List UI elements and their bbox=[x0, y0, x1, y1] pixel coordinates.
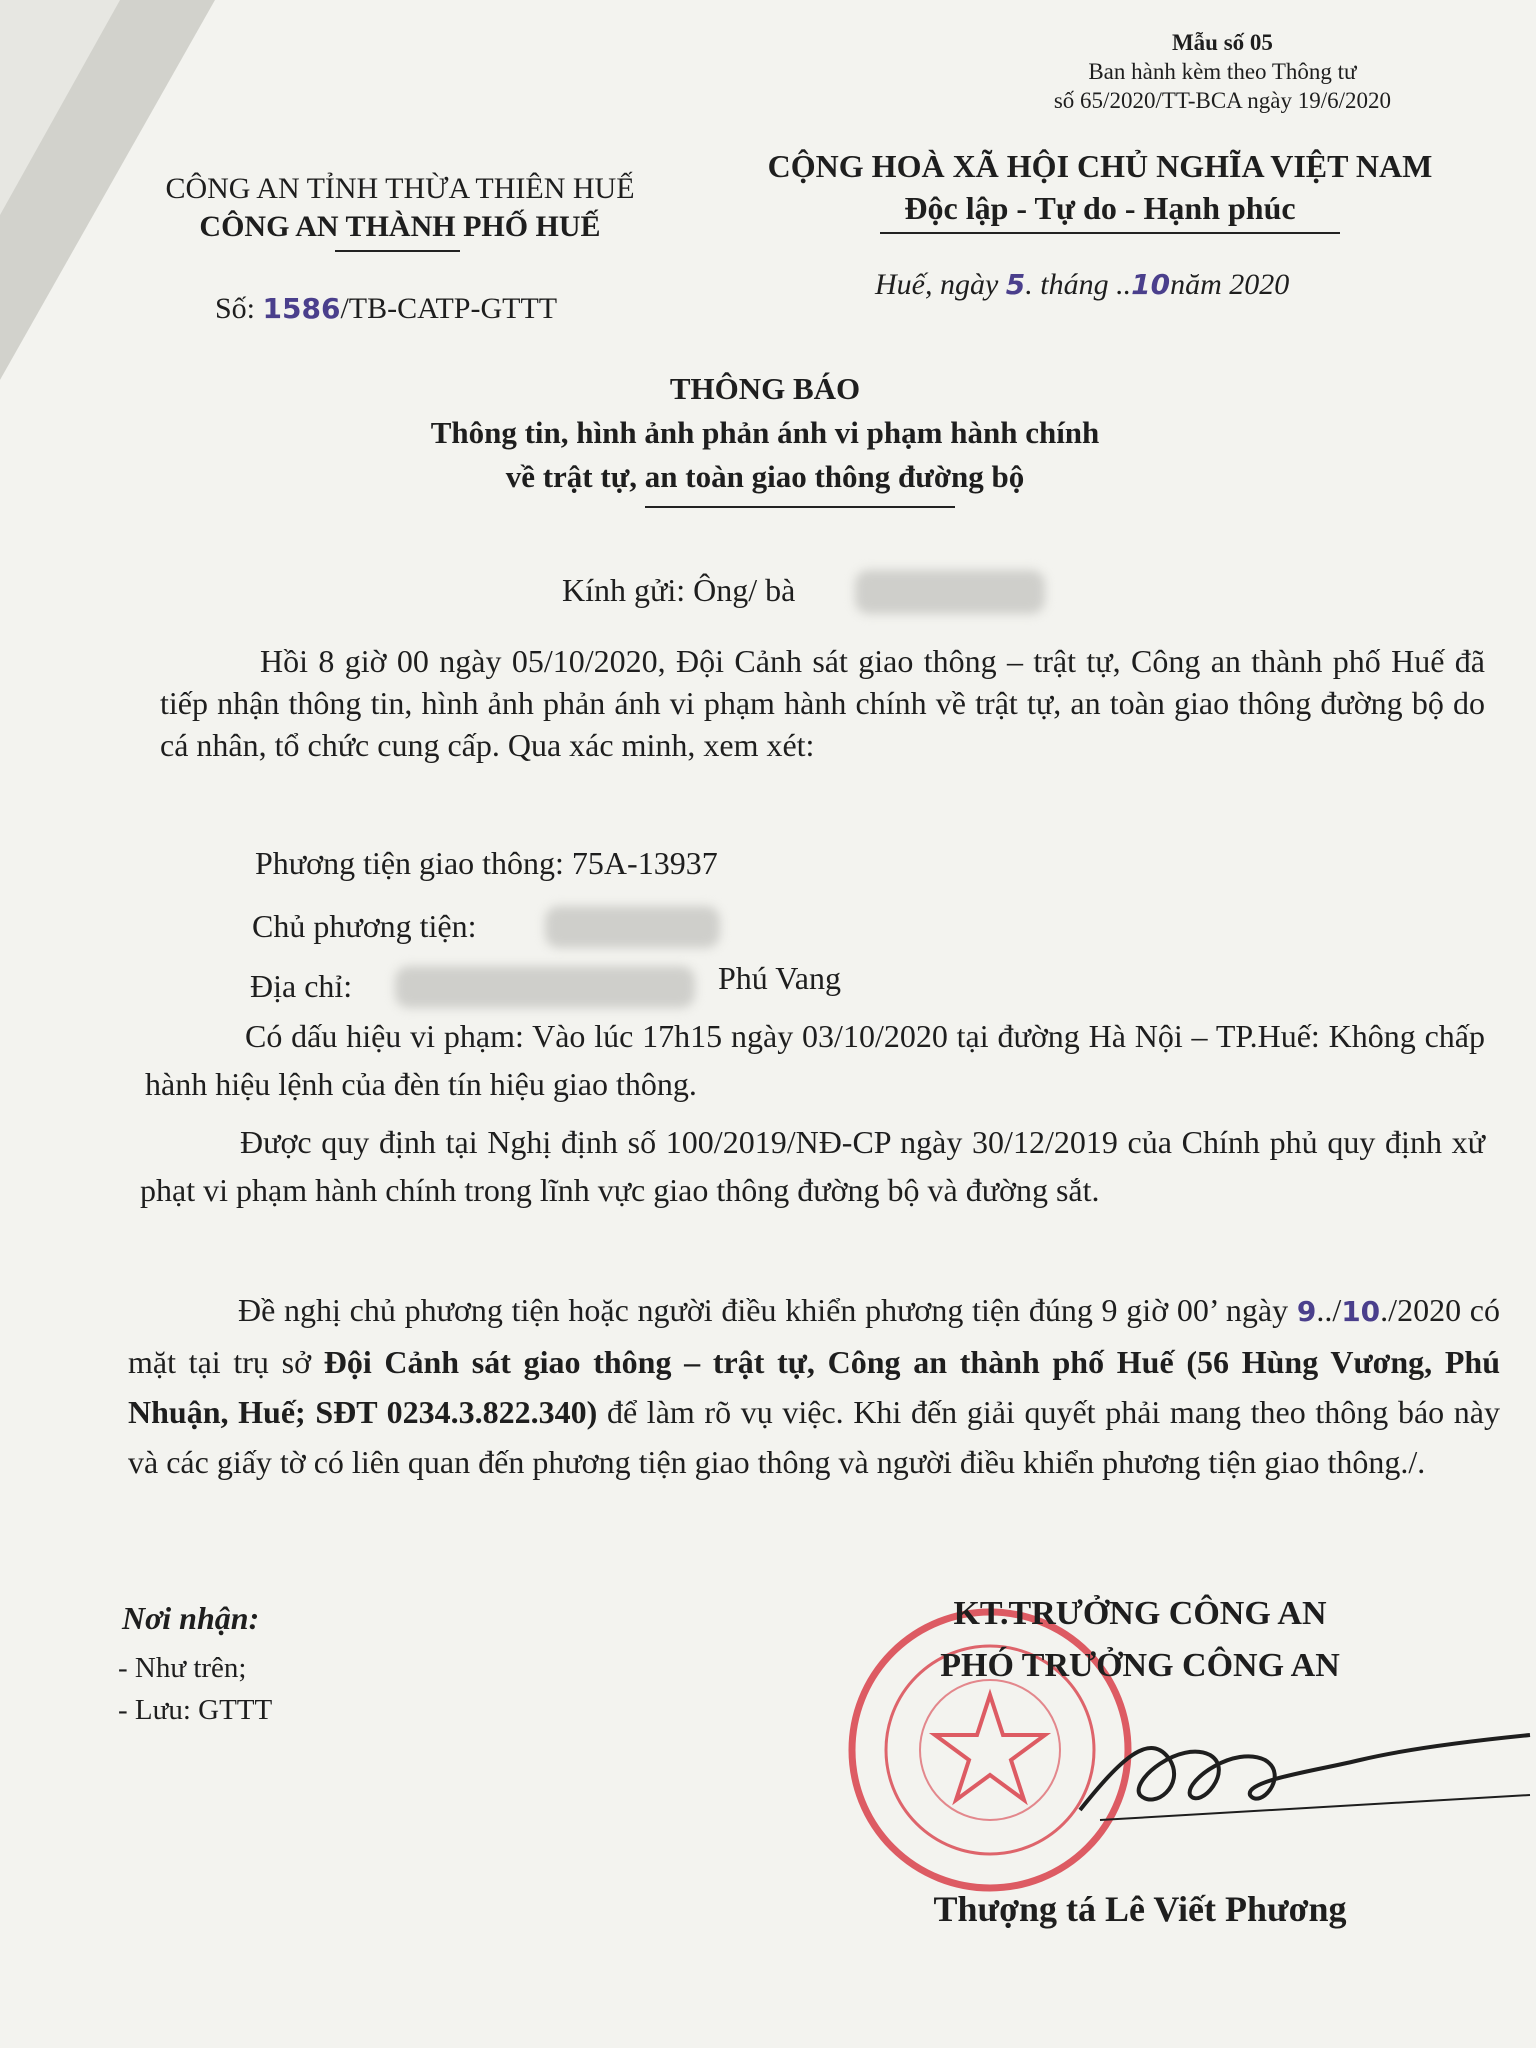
handwritten-signature bbox=[1060, 1700, 1536, 1850]
request-sep2: ./2020 có mặt tại trụ sở bbox=[128, 1292, 1501, 1380]
recipients-label: Nơi nhận: bbox=[122, 1600, 260, 1636]
sign-line1: KT.TRƯỞNG CÔNG AN bbox=[953, 1595, 1327, 1632]
ref-suffix: /TB-CATP-GTTT bbox=[340, 292, 558, 325]
signer-name: Thượng tá Lê Viết Phương bbox=[933, 1889, 1347, 1929]
intro-paragraph: Hồi 8 giờ 00 ngày 05/10/2020, Đội Cảnh sát giao thông – trật tự, Công an thành phố Huế đã tiếp nhận thông tin, hình ảnh phản ánh vi phạm hành chính về trật tự, an toàn giao thông đường bộ do cá nhân, tổ chức cung cấp. Qua xác minh, xem xét: bbox=[160, 643, 1485, 763]
date-month: 10 bbox=[1131, 268, 1171, 301]
address-tail: Phú Vang bbox=[718, 960, 841, 996]
nation-motto: Độc lập - Tự do - Hạnh phúc bbox=[904, 190, 1296, 226]
document-title bbox=[300, 367, 1230, 499]
title-line1: Thông tin, hình ảnh phản ánh vi phạm hành chính bbox=[430, 415, 1100, 450]
form-issued-line2: số 65/2020/TT-BCA ngày 19/6/2020 bbox=[1053, 88, 1391, 113]
request-end: để làm rõ vụ việc. Khi đến giải quyết phải mang theo thông báo này và các giấy tờ có liên quan đến phương tiện giao thông và người điều khiển phương tiện giao thông./. bbox=[128, 1394, 1500, 1480]
date-day: 5 bbox=[1005, 268, 1026, 301]
date-year: năm 2020 bbox=[1170, 268, 1290, 301]
request-office: Đội Cảnh sát giao thông – trật tự, Công an thành phố Huế (56 Hùng Vương, Phú Nhuận, Huế; SĐT 0234.3.822.340) bbox=[128, 1344, 1501, 1430]
recipient-item: - Như trên; bbox=[118, 1652, 247, 1684]
owner-label: Chủ phương tiện: bbox=[252, 908, 477, 944]
motto-underline bbox=[880, 232, 1340, 234]
form-number: Mẫu số 05 bbox=[1171, 30, 1273, 55]
agency-header bbox=[100, 170, 700, 246]
nation-header bbox=[720, 145, 1480, 229]
request-sep1: ../ bbox=[1316, 1292, 1342, 1328]
request-start: Đề nghị chủ phương tiện hoặc người điều khiển phương tiện đúng 9 giờ 00’ ngày bbox=[238, 1292, 1297, 1328]
agency-underline bbox=[335, 250, 460, 252]
redacted-owner bbox=[545, 906, 720, 948]
recipient-item: - Lưu: GTTT bbox=[118, 1694, 273, 1726]
sign-line2: PHÓ TRƯỞNG CÔNG AN bbox=[940, 1647, 1340, 1684]
ref-prefix: Số: bbox=[215, 292, 263, 325]
title-underline bbox=[645, 506, 955, 508]
reference-number bbox=[215, 292, 557, 326]
address-label: Địa chỉ: bbox=[250, 968, 353, 1004]
title-main: THÔNG BÁO bbox=[669, 371, 861, 406]
agency-unit: CÔNG AN THÀNH PHỐ HUẾ bbox=[199, 210, 601, 243]
agency-parent: CÔNG AN TỈNH THỪA THIÊN HUẾ bbox=[165, 172, 635, 205]
salutation: Kính gửi: Ông/ bà bbox=[562, 572, 796, 608]
redacted-address bbox=[395, 966, 695, 1008]
regulation-paragraph: Được quy định tại Nghị định số 100/2019/NĐ-CP ngày 30/12/2019 của Chính phủ quy định xử phạt vi phạm hành chính trong lĩnh vực giao thông đường bộ và đường sắt. bbox=[140, 1124, 1485, 1208]
signature-block bbox=[880, 1588, 1400, 1692]
ref-number-handwritten: 1586 bbox=[262, 292, 341, 325]
request-paragraph bbox=[128, 1285, 1500, 1487]
date-month-label: . tháng .. bbox=[1025, 268, 1132, 301]
request-day: 9 bbox=[1296, 1295, 1317, 1328]
violation-paragraph: Có dấu hiệu vi phạm: Vào lúc 17h15 ngày 03/10/2020 tại đường Hà Nội – TP.Huế: Không chấp hành hiệu lệnh của đèn tín hiệu giao thông. bbox=[145, 1018, 1485, 1102]
form-number-block bbox=[1054, 28, 1391, 115]
title-line2: về trật tự, an toàn giao thông đường bộ bbox=[505, 459, 1025, 494]
vehicle-line: Phương tiện giao thông: 75A-13937 bbox=[255, 845, 718, 881]
form-issued-line1: Ban hành kèm theo Thông tư bbox=[1088, 59, 1357, 84]
nation-name: CỘNG HOÀ XÃ HỘI CHỦ NGHĨA VIỆT NAM bbox=[767, 148, 1433, 184]
request-month: 10 bbox=[1341, 1295, 1381, 1328]
date-line bbox=[875, 268, 1289, 302]
date-prefix: Huế, ngày bbox=[875, 268, 1006, 301]
redacted-name bbox=[855, 570, 1045, 614]
